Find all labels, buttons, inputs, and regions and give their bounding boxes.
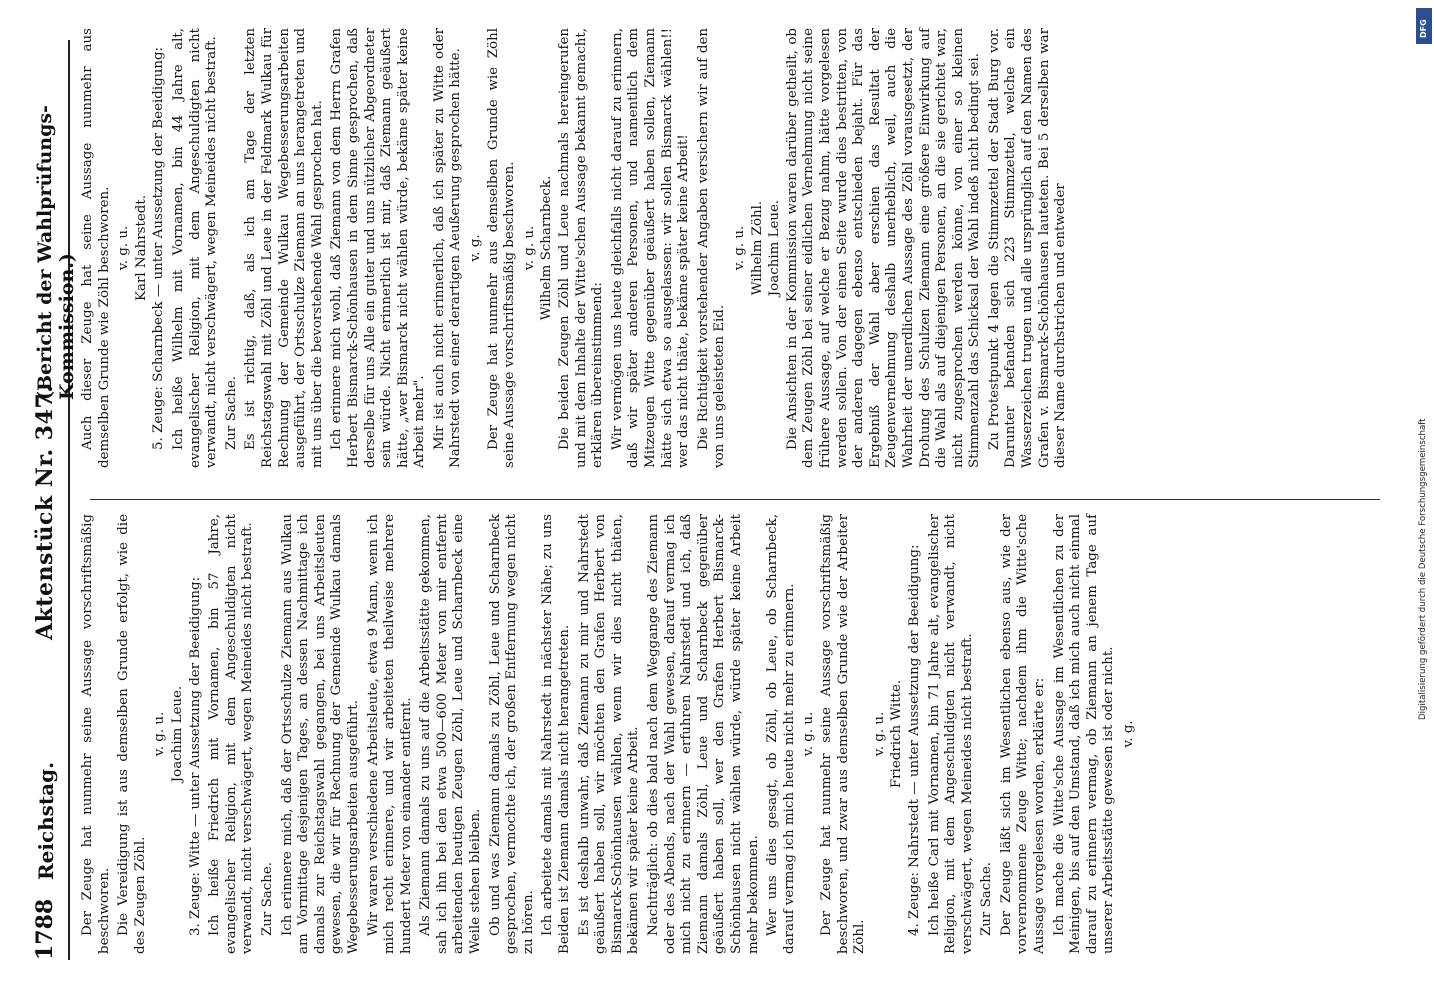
column-divider [90,499,1380,500]
paragraph: Der Zeuge hat nunmehr aus demselben Grunde wie Zöhl seine Aussage vorschriftsmäßig beschworen. [485,28,518,468]
paragraph: Es ist deshalb unwahr, daß Ziemann zu mir und Nahrstedt geäußert haben soll, wir möchten den Grafen Herbert von Bismarck-Schönhausen wählen, wenn wir dies nicht thäten, bekämen wir später keine Arbeit. [576,514,642,954]
paragraph: Als Ziemann damals zu uns auf die Arbeitsstätte gekommen, sah ich ihn bei den etwa 500—600 Meter von mir entfernt arbeitenden heutigen Zeugen Zöhl, Leue und Scharnbeck eine Weile stehen bleiben. [418,514,484,954]
publication-name: Reichstag. [34,761,58,880]
signature-line: v. g. [468,234,484,262]
page-number: 1788 [32,898,58,960]
paragraph: 3. Zeuge: Witte — unter Aussetzung der Beeidigung: [187,576,203,936]
signature-line: Wilhelm Scharnbeck. [539,175,555,321]
paragraph: Die Richtigkeit vorstehender Angaben versichern wir auf den von uns geleisteten Eid. [695,28,728,468]
paragraph: Die Ansichten in der Kommission waren darüber getheilt, ob dem Zeugen Zöhl bei seiner eidlichen Vernehmung nicht seine frühere Aussage, auf welche er Bezug nahm, hätte vorgelesen werden sollen. Von der einen Seite wurde dies bestritten, von der anderen dagegen ebenso entschieden bejaht. Für das Ergebniß der Wahl aber erschien das Resultat der Zeugenvernehmung deshalb unerheblich, weil, auch die Wahrheit der unerdlichen Aussage des Zöhl vorausgesetzt, der Drohung des Schulzen Ziemann eine größere Einwirkung auf die Wahl als auf diejenigen Personen, an die sie gerichtet war, nicht zugesprochen werden könne, von einer so kleinen Stimmenzahl das Schicksal der Wahl indeß nicht bedingt sei. [784,28,983,468]
paragraph: Ich erinnere mich, daß der Ortsschulze Ziemann aus Wulkau am Vormittage desjenigen Tages, an dessen Nachmittage ich damals zur Reichstagswahl gegangen, bei uns Arbeitsleuten gewesen, die wir für Rechnung der Gemeinde Wulkau damals Wegebesserungsarbeiten ausgeführt. [279,514,361,954]
section-title: (Bericht der Wahlprüfungs-Kommission.) [34,105,78,400]
signature-line: v. g. u. [801,711,817,757]
paragraph: Ich heiße Friedrich mit Vornamen, bin 57 Jahre, evangelischer Religion, mit dem Angeschuldigten nicht verwandt, nicht verschwägert, wegen Meineides nicht bestraft. [207,514,256,954]
paragraph: Wir vermögen uns heute gleichfalls nicht darauf zu erinnern, daß wir später anderen Personen, und namentlich dem Mitzeugen Witte gegenüber geäußert haben sollen, Ziemann hätte sich etwa so ausgelassen: wir sollen Bismarck wählen!! wer das nicht thäte, bekäme später keine Arbeit! [609,28,692,468]
paragraph: Die Vereidigung ist aus demselben Grunde erfolgt, wie die des Zeugen Zöhl. [116,514,148,954]
paragraph: Ob und was Ziemann damals zu Zöhl, Leue und Scharnbeck gesprochen, vermochte ich, der großen Entfernung wegen nicht zu hören. [487,514,536,954]
paragraph: Ich heiße Carl mit Vornamen, bin 71 Jahre alt, evangelischer Religion, mit dem Angeschuldigten nicht verwandt, nicht verschwägert, wegen Meineides nicht bestraft. [926,514,975,954]
paragraph: Zu Protestpunkt 4 lagen die Stimmzettel der Stadt Burg vor. Darunter befanden sich 223 Stimmzettel, welche ein Wasserzeichen trugen und alle ursprünglich auf den Namen des Grafen v. Bismarck-Schönhausen lauteten. Bei 5 derselben war dieser Name durchstrichen und entweder [986,28,1069,468]
paragraph: Es ist richtig, daß, als ich am Tage der letzten Reichstagswahl mit Zöhl und Leue in der Feldmark Wulkau für Rechnung der Gemeinde Wulkau Wegebesserungsarbeiten ausgeführt, der Ortsschulze Ziemann an uns herangetreten und mit uns über die bevorstehende Wahl gesprochen hat. [243,28,325,468]
signature-line: v. g. u. [871,711,887,757]
signature-line: v. g. u. [152,711,168,757]
signature-line: Friedrich Witte. [889,679,905,789]
paragraph: Mir ist auch nicht erinnerlich, daß ich später zu Witte oder Nahrstedt von einer derartigen Aeußerung gesprochen hätte. [431,28,464,468]
signature-line: v. g. u. [731,225,747,271]
paragraph: Ich arbeitete damals mit Nahrstedt in nächster Nähe; zu uns Beiden ist Ziemann damals nicht herangetreten. [540,514,573,954]
signature-line: v. g. u. [521,225,537,271]
dfg-logo-text: DFG [1419,19,1428,38]
paragraph: Der Zeuge läßt sich im Wesentlichen ebenso aus, wie der vorvernommene Zeuge Witte; nachdem ihm die Witte'sche Aussage vorgelesen worden, erklärte er: [998,514,1048,954]
paragraph: Wir waren verschiedene Arbeitsleute, etwa 9 Mann, wenn ich mich recht erinnere, und wir arbeiteten theilweise mehrere hundert Meter von einander entfernt. [365,514,414,954]
paragraph: Der Zeuge hat nunmehr seine Aussage vorschriftsmäßig beschworen. [80,514,112,954]
paragraph: Nachträglich: ob dies bald nach dem Weggange des Ziemann oder des Abends, nach der Wahl gewesen, darauf vermag ich mich nicht zu erinnern — erfuhren Nahrstedt und ich, daß Ziemann damals Zöhl, Leue und Scharnbeck gegenüber geäußert haben soll, wer den Grafen Herbert Bismarck-Schönhausen nicht wählen würde, würde später keine Arbeit mehr bekommen. [646,514,761,954]
signature-line: Joachim Leue. [169,685,185,783]
digitization-note [1418,20,1432,980]
paragraph: Ich erinnere mich wohl, daß Ziemann von dem Herrn Grafen Herbert Bismarck-Schönhausen in dem Sinne gesprochen, daß derselbe für uns Alle ein guter und uns nützlicher Abgeordneter sein würde. Nicht erinnerlich ist mir, daß Ziemann geäußert hätte, „wer Bismarck nicht wählen würde, bekäme später keine Arbeit mehr". [329,28,428,468]
signature-line: Joachim Leue. [767,199,783,297]
signature-line: v. g. u. [116,225,132,271]
signature-line: v. g. [1121,720,1137,748]
paragraph: Auch dieser Zeuge hat seine Aussage nunmehr aus demselben Grunde wie Zöhl beschworen. [80,28,112,468]
paragraph: Zur Sache. [979,861,995,936]
digitization-note-text: Digitalisierung gefördert durch die Deutsche Forschungsgemeinschaft [1418,418,1428,720]
paragraph: Wer uns dies gesagt, ob Zöhl, ob Leue, ob Scharnbeck, darauf vermag ich mich heute nicht mehr zu erinnern. [765,514,797,954]
right-column [80,28,1073,468]
paragraph: Zur Sache. [223,375,239,450]
left-column [80,514,1139,954]
page-header [28,40,78,960]
paragraph: Die beiden Zeugen Zöhl und Leue nachmals hereingerufen und mit dem Inhalte der Witte'schen Aussage bekannt gemacht, erklären übereinstimmend: [557,28,606,468]
paragraph: Ich heiße Wilhelm mit Vornamen, bin 44 Jahre alt, evangelischer Religion, mit dem Angeschuldigten nicht verwandt, nicht verschwägert, wegen Meineides nicht bestraft. [170,28,220,468]
paragraph: 5. Zeuge: Scharnbeck — unter Aussetzung der Beeidigung: [151,46,167,450]
paragraph: Ich mache die Witte'sche Aussage im Wesentlichen zu der Meinigen, bis auf den Umstand, daß ich mich auch nicht einmal darauf zu erinnern vermag, ob Ziemann an jenem Tage auf unserer Arbeitsstätte gewesen ist oder nicht. [1051,514,1117,954]
signature-line: Wilhelm Zöhl. [749,200,765,296]
signature-line: Karl Nahrstedt. [133,194,149,302]
paragraph: Zur Sache. [259,861,275,936]
document-reference: Aktenstück Nr. 347. [32,384,58,640]
paragraph: Der Zeuge hat nunmehr seine Aussage vorschriftsmäßig beschworen, und zwar aus demselben Grunde wie der Arbeiter Zöhl. [818,514,868,954]
paragraph: 4. Zeuge: Nahrstedt — unter Aussetzung der Beeidigung: [906,544,922,936]
